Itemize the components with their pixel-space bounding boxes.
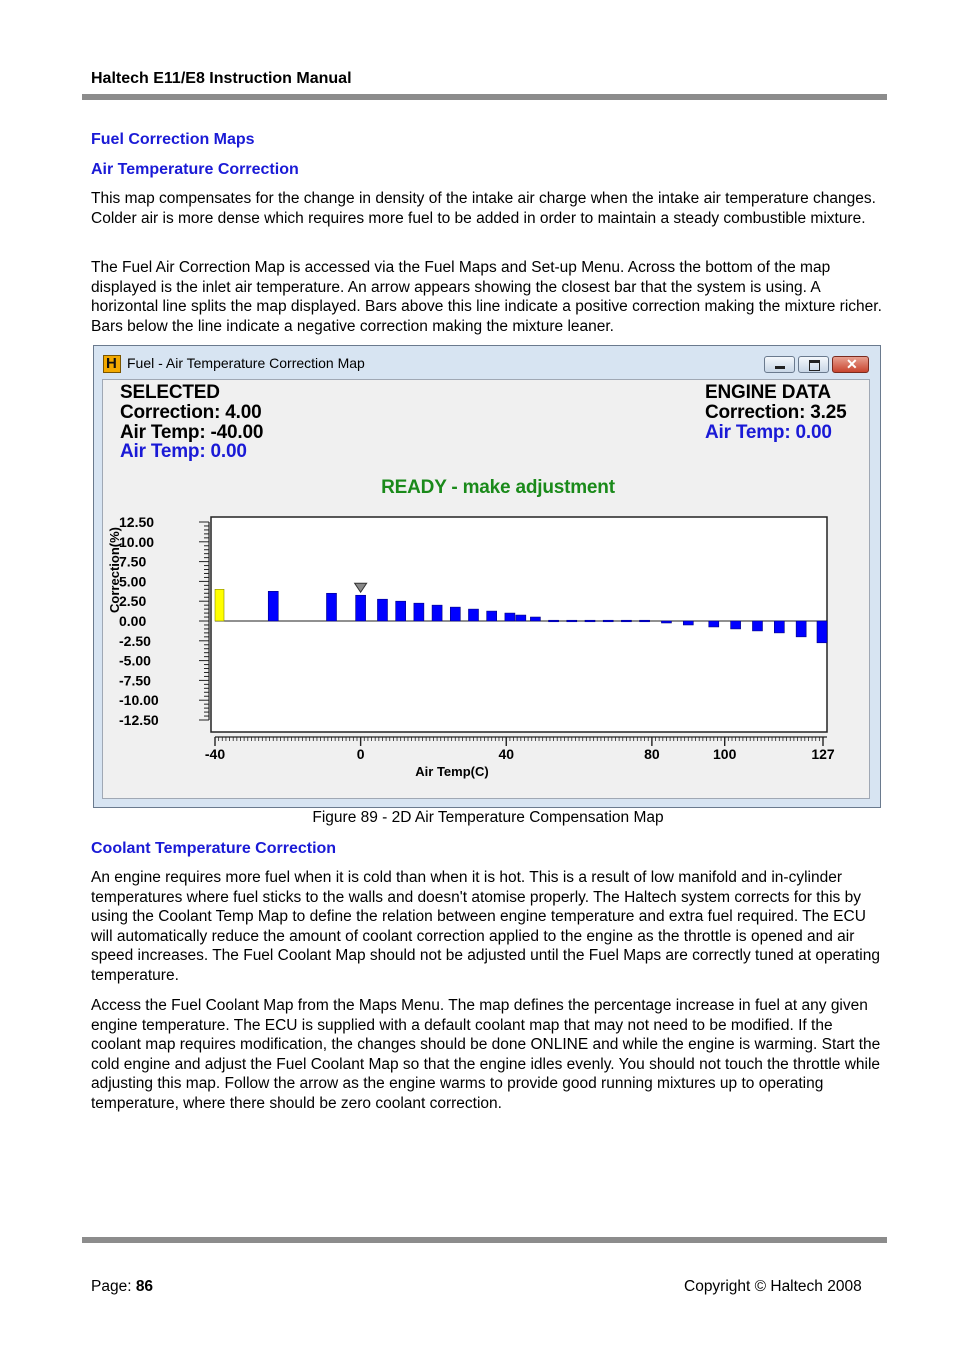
- y-tick-label: 0.00: [119, 613, 147, 629]
- correction-chart[interactable]: [103, 380, 869, 798]
- bar: [621, 620, 631, 622]
- paragraph-air-temp-intro: [91, 189, 883, 228]
- x-tick-label: 0: [356, 746, 365, 762]
- y-tick-label: 12.50: [119, 514, 155, 530]
- engine-correction: Correction: 3.25: [705, 402, 847, 423]
- maximize-icon: [809, 360, 820, 371]
- selected-air-temp-live: Air Temp: 0.00: [120, 441, 247, 462]
- y-tick-label: 2.50: [119, 593, 147, 610]
- document-header-title: Haltech E11/E8 Instruction Manual: [91, 70, 352, 87]
- page-label: Page:: [91, 1278, 136, 1295]
- paragraph-text: This map compensates for the change in density of the intake air charge when the intake air temperature changes. Colder air is more dense which requires more fuel to be added in order to maintain a steady combustible mixture.: [91, 190, 876, 227]
- x-tick-label: 100: [713, 746, 737, 762]
- y-tick-label: -10.00: [119, 692, 159, 709]
- bar: [603, 620, 613, 622]
- y-tick-label: -2.50: [119, 632, 151, 649]
- header-rule: [82, 94, 887, 100]
- section-heading-coolant: Coolant Temperature Correction: [91, 840, 337, 857]
- window-title: Fuel - Air Temperature Correction Map: [127, 355, 365, 371]
- bar: [327, 593, 337, 621]
- bar: [396, 601, 406, 621]
- bar: [640, 620, 650, 622]
- status-message: READY - make adjustment: [381, 477, 615, 498]
- selected-bar: [215, 589, 224, 621]
- y-axis-label: Correction(%): [107, 527, 122, 613]
- x-tick-label: 40: [498, 746, 515, 762]
- bar: [505, 613, 515, 621]
- minimize-icon: [775, 366, 785, 369]
- paragraph-air-temp-access: [91, 258, 883, 336]
- y-tick-label: -7.50: [119, 672, 151, 689]
- y-tick-label: 5.00: [119, 573, 147, 590]
- x-axis: [205, 737, 835, 762]
- bar: [796, 621, 806, 637]
- y-tick-label: -12.50: [119, 712, 159, 728]
- x-axis-label: Air Temp(C): [415, 764, 489, 779]
- engine-air-temp: Air Temp: 0.00: [705, 422, 832, 443]
- section-heading-fuel-correction: Fuel Correction Maps: [91, 131, 255, 148]
- bar: [268, 591, 278, 621]
- footer-rule: [82, 1237, 887, 1243]
- footer-copyright: Copyright © Haltech 2008: [684, 1278, 862, 1295]
- bar: [530, 617, 540, 621]
- selected-correction: Correction: 4.00: [120, 402, 262, 423]
- bar: [585, 620, 595, 622]
- paragraph-coolant-access: [91, 996, 883, 1114]
- bar: [414, 603, 424, 621]
- haltech-app-icon: [103, 355, 121, 373]
- x-tick-label: -40: [204, 746, 226, 762]
- maximize-button[interactable]: [798, 356, 829, 373]
- bar: [356, 595, 366, 621]
- bar: [450, 607, 460, 621]
- x-tick-label: 80: [644, 746, 660, 762]
- bar: [377, 599, 387, 621]
- close-icon: ✕: [846, 356, 858, 372]
- bar: [731, 621, 741, 629]
- bar: [567, 620, 577, 622]
- selected-air-temp: Air Temp: -40.00: [120, 422, 264, 443]
- bar: [432, 605, 442, 621]
- y-tick-label: 10.00: [119, 533, 155, 550]
- bar: [709, 621, 719, 627]
- bar: [817, 621, 827, 643]
- x-tick-label: 127: [811, 746, 835, 762]
- bar: [683, 621, 693, 625]
- bar: [774, 621, 784, 633]
- bar: [661, 621, 671, 623]
- section-heading-air-temp: Air Temperature Correction: [91, 161, 299, 178]
- paragraph-text: An engine requires more fuel when it is cold than when it is hot. This is a result of low manifold and in-cylinder temperatures where fuel sticks to the walls and doesn't atomise properly. The Haltech system corrects for this by using the Coolant Temp Map to define the relation between engine temperature and extra fuel required. The ECU will automatically reduce the amount of coolant correction applied to the engine as the throttle is opened and air speed increases. The Fuel Coolant Map should not be adjusted until the Fuel Maps are correctly tuned at operating temperature.: [91, 869, 880, 984]
- bar: [487, 611, 497, 621]
- paragraph-coolant-intro: [91, 868, 883, 986]
- paragraph-text: The Fuel Air Correction Map is accessed via the Fuel Maps and Set-up Menu. Across the bottom of the map displayed is the inlet air temperature. An arrow appears showing the closest bar that the system is using. A horizontal line splits the map displayed. Bars above this line indicate a positive correction making the mixture richer. Bars below the line indicate a negative correction making the mixture leaner.: [91, 259, 882, 335]
- close-button[interactable]: [832, 356, 869, 373]
- paragraph-text: Access the Fuel Coolant Map from the Maps Menu. The map defines the percentage increase in fuel at any given engine temperature. The ECU is supplied with a default coolant map that may not need to be modified. If the coolant map requires modification, the changes should be done ONLINE and while the engine is warming. Start the cold engine and adjust the Fuel Coolant Map so that the engine idles evenly. You should not touch the throttle while adjusting this map. Follow the arrow as the engine warms to provide good running mixtures up to operating temperature, where there should be zero coolant correction.: [91, 997, 881, 1112]
- bar: [549, 620, 559, 622]
- page-number: 86: [135, 1278, 154, 1295]
- selected-heading: SELECTED: [120, 382, 220, 403]
- figure-caption: Figure 89 - 2D Air Temperature Compensation Map: [312, 809, 664, 826]
- minimize-button[interactable]: [764, 356, 795, 373]
- bar: [752, 621, 762, 631]
- y-axis: [119, 514, 209, 728]
- air-temp-correction-window: [93, 345, 881, 808]
- y-tick-label: 7.50: [119, 553, 147, 570]
- bar: [516, 615, 526, 621]
- y-tick-label: -5.00: [119, 652, 151, 669]
- footer-page: [91, 1278, 153, 1296]
- engine-data-heading: ENGINE DATA: [705, 382, 831, 403]
- window-client-area: [102, 379, 870, 799]
- bar: [468, 609, 478, 621]
